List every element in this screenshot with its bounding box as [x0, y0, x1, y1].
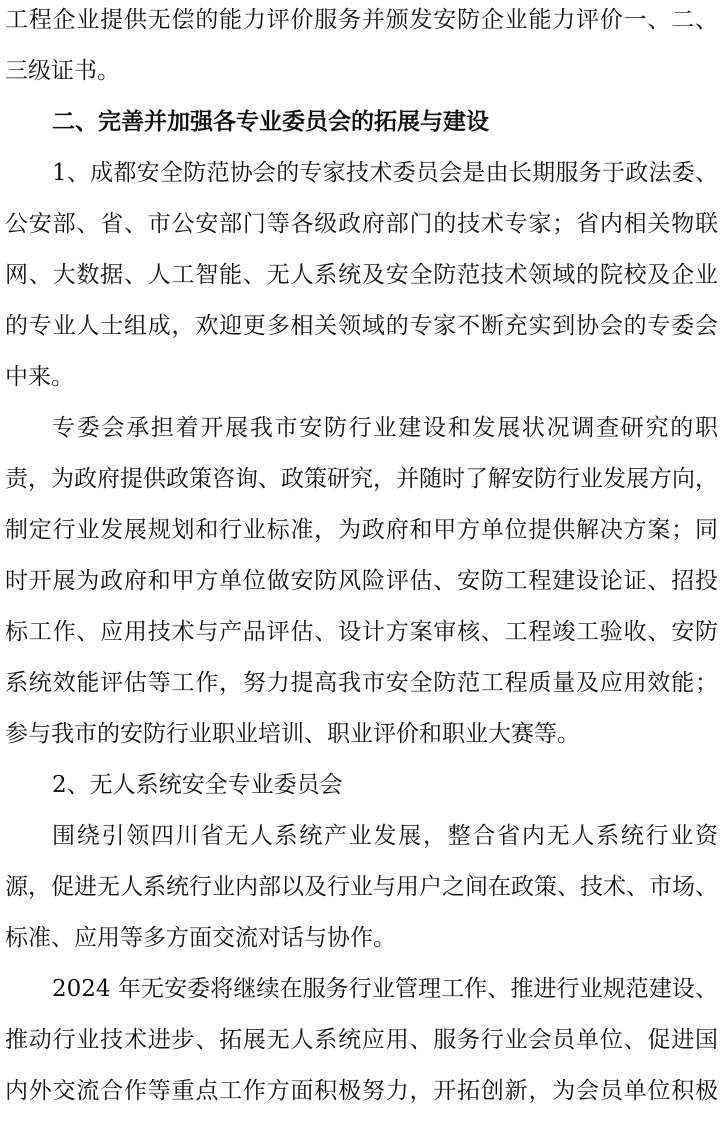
text-line: 源，促进无人系统行业内部以及行业与用户之间在政策、技术、市场、	[5, 874, 718, 900]
text-line: 时开展为政府和甲方单位做安防风险评估、安防工程建设论证、招投	[5, 568, 718, 594]
text-line: 推动行业技术进步、拓展无人系统应用、服务行业会员单位、促进国	[5, 1027, 718, 1053]
text-line: 2024 年无安委将继续在服务行业管理工作、推进行业规范建设、	[52, 976, 718, 1002]
text-line: 责，为政府提供政策咨询、政策研究，并随时了解安防行业发展方向，	[5, 466, 718, 492]
text-line: 三级证书。	[5, 58, 120, 84]
text-line: 专委会承担着开展我市安防行业建设和发展状况调查研究的职	[52, 415, 718, 441]
text-line: 标准、应用等多方面交流对话与协作。	[5, 925, 396, 951]
text-line: 中来。	[5, 364, 74, 390]
text-line: 内外交流合作等重点工作方面积极努力，开拓创新，为会员单位积极	[5, 1078, 718, 1104]
text-line: 公安部、省、市公安部门等各级政府部门的技术专家；省内相关物联	[5, 211, 718, 237]
text-line: 参与我市的安防行业职业培训、职业评价和职业大赛等。	[5, 721, 580, 747]
text-line: 1、成都安全防范协会的专家技术委员会是由长期服务于政法委、	[52, 160, 718, 186]
text-line: 制定行业发展规划和行业标准，为政府和甲方单位提供解决方案；同	[5, 517, 718, 543]
text-line: 网、大数据、人工智能、无人系统及安全防范技术领域的院校及企业	[5, 262, 718, 288]
text-line: 工程企业提供无偿的能力评价服务并颁发安防企业能力评价一、二、	[5, 7, 718, 33]
section-heading: 二、完善并加强各专业委员会的拓展与建设	[52, 109, 489, 135]
text-line: 系统效能评估等工作，努力提高我市安全防范工程质量及应用效能；	[5, 670, 718, 696]
text-line: 围绕引领四川省无人系统产业发展，整合省内无人系统行业资	[52, 823, 718, 849]
text-line: 的专业人士组成，欢迎更多相关领域的专家不断充实到协会的专委会	[5, 313, 718, 339]
subsection-heading: 2、无人系统安全专业委员会	[52, 772, 343, 798]
text-line: 标工作、应用技术与产品评估、设计方案审核、工程竣工验收、安防	[5, 619, 718, 645]
